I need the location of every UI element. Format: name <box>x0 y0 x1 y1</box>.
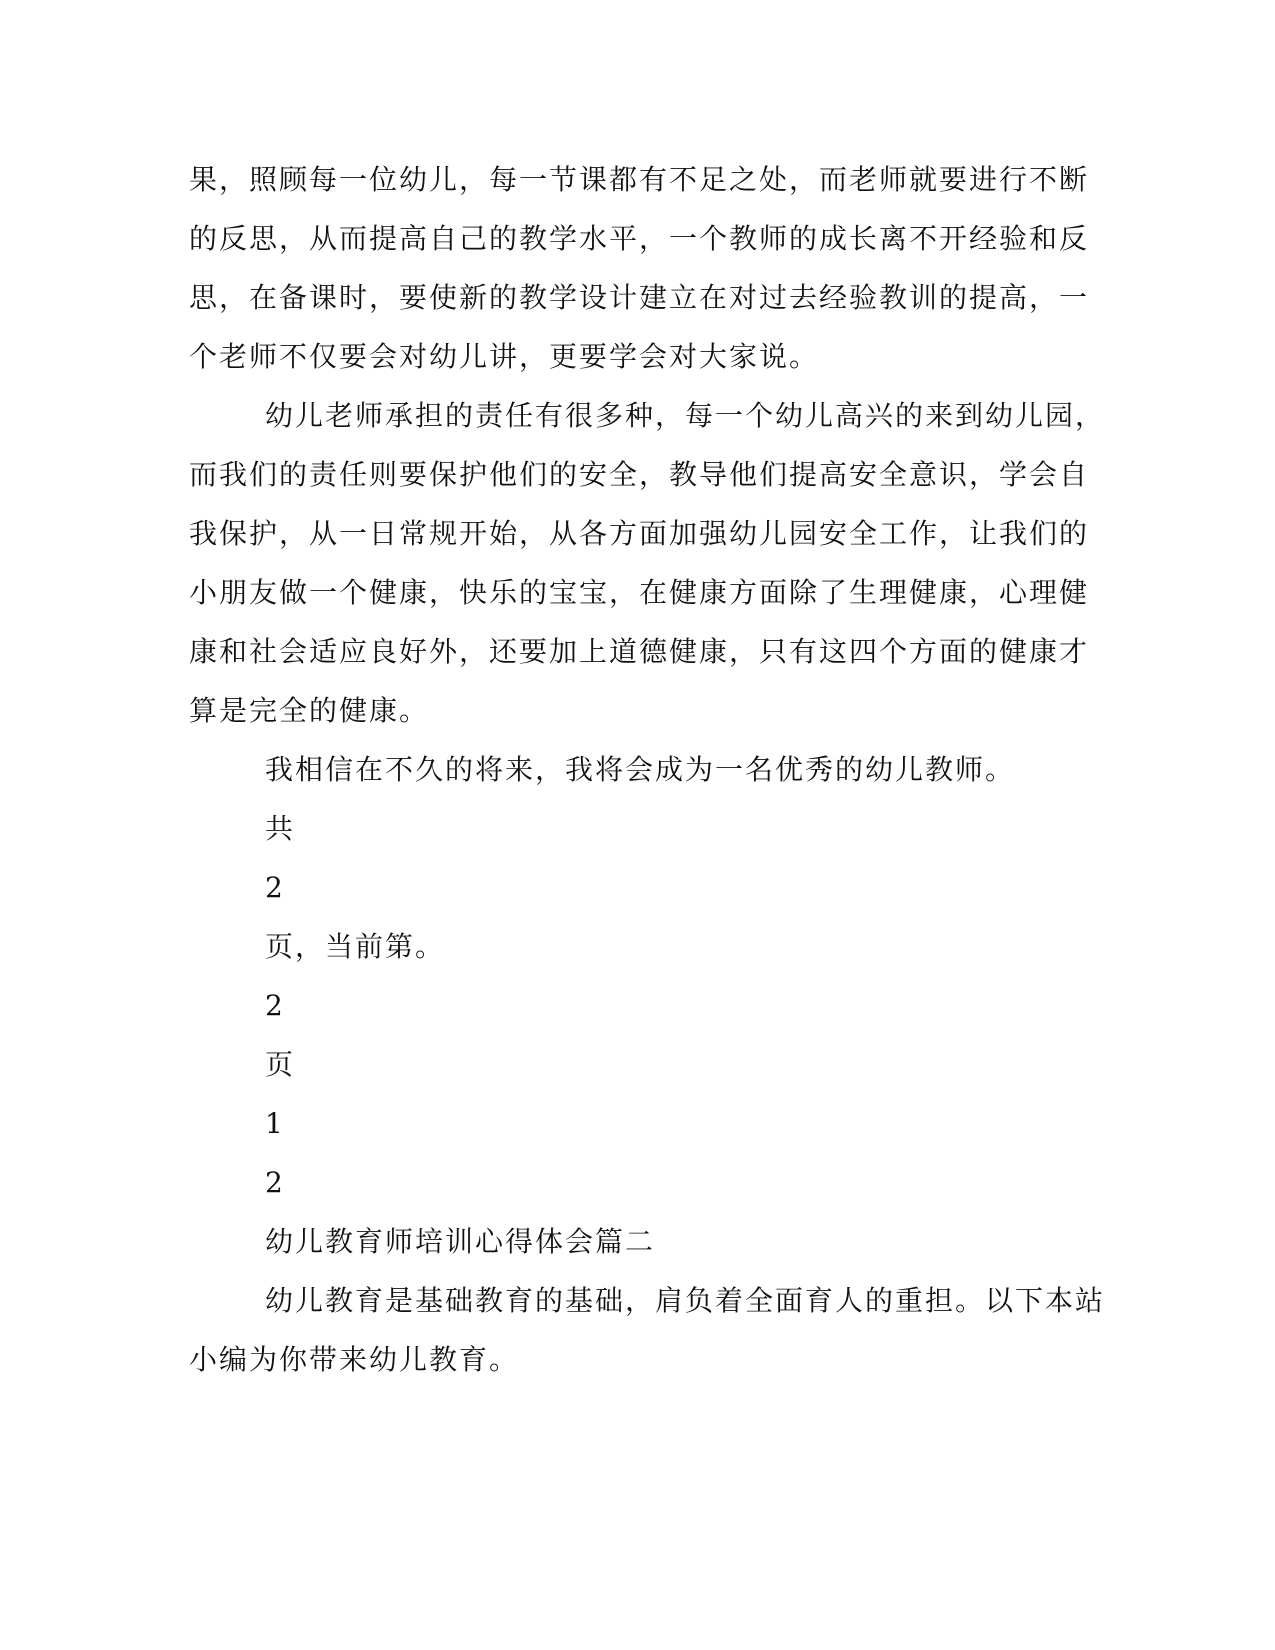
paragraph-1-line-2: 的反思，从而提高自己的教学水平，一个教师的成长离不开经验和反 <box>189 222 1090 255</box>
section-title: 幼儿教育师培训心得体会篇二 <box>265 1225 656 1258</box>
paragraph-2-line-6: 算是完全的健康。 <box>189 694 430 727</box>
pagination-middle: 页，当前第。 <box>265 930 446 963</box>
pagination-prefix: 共 <box>265 812 296 845</box>
intro-line-2: 小编为你带来幼儿教育。 <box>189 1343 520 1376</box>
paragraph-1-line-1: 果，照顾每一位幼儿，每一节课都有不足之处，而老师就要进行不断 <box>189 163 1090 196</box>
pagination-suffix: 页 <box>265 1048 296 1081</box>
paragraph-2-line-4: 小朋友做一个健康，快乐的宝宝，在健康方面除了生理健康，心理健 <box>189 576 1090 609</box>
paragraph-2-line-5: 康和社会适应良好外，还要加上道德健康，只有这四个方面的健康才 <box>189 635 1090 668</box>
closing-sentence: 我相信在不久的将来，我将会成为一名优秀的幼儿教师。 <box>265 753 1016 786</box>
paragraph-2-line-3: 我保护，从一日常规开始，从各方面加强幼儿园安全工作，让我们的 <box>189 517 1090 550</box>
page-link-1[interactable]: 1 <box>265 1107 285 1140</box>
paragraph-2-line-1: 幼儿老师承担的责任有很多种，每一个幼儿高兴的来到幼儿园， <box>265 399 1106 432</box>
paragraph-1-line-3: 思，在备课时，要使新的教学设计建立在对过去经验教训的提高，一 <box>189 281 1090 314</box>
paragraph-2-line-2: 而我们的责任则要保护他们的安全，教导他们提高安全意识，学会自 <box>189 458 1090 491</box>
pagination-current-page: 2 <box>265 989 285 1022</box>
paragraph-1-line-4: 个老师不仅要会对幼儿讲，更要学会对大家说。 <box>189 340 820 373</box>
page-link-2[interactable]: 2 <box>265 1166 285 1199</box>
pagination-total-pages: 2 <box>265 871 285 904</box>
intro-line-1: 幼儿教育是基础教育的基础，肩负着全面育人的重担。以下本站 <box>265 1284 1106 1317</box>
